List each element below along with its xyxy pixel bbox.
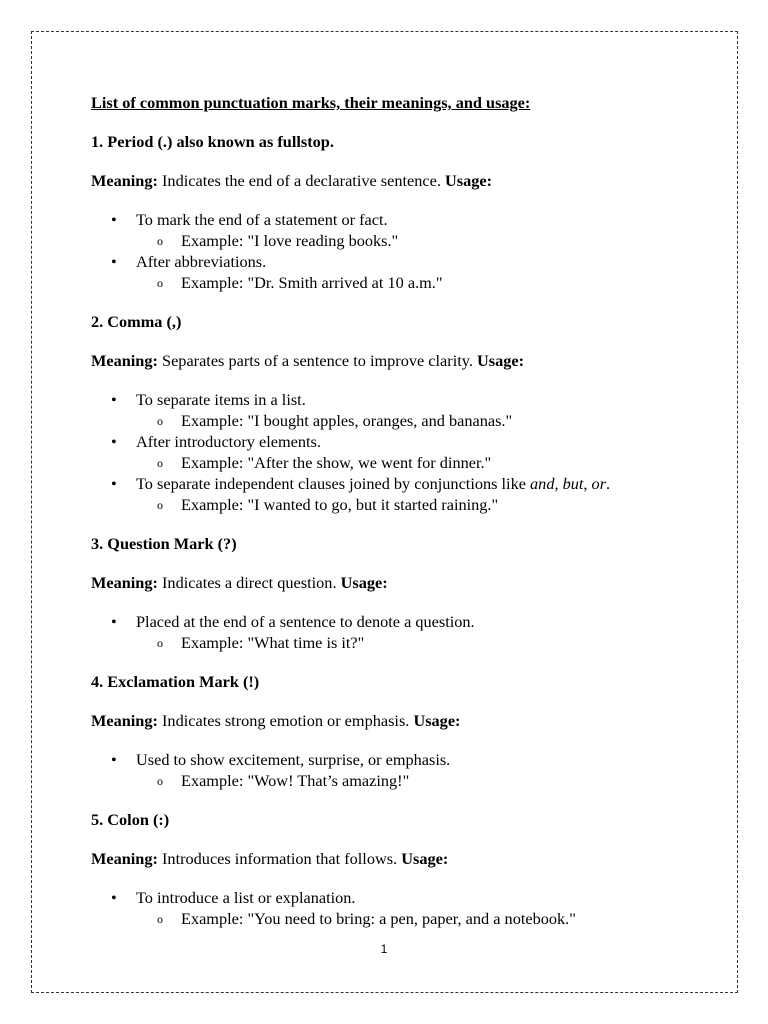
usage-list-colon [91, 887, 711, 929]
conjunction-but: but [562, 474, 584, 493]
usage-item [91, 611, 711, 653]
meaning-label: Meaning: [91, 573, 158, 592]
usage-item [91, 251, 711, 293]
page-number: 1 [380, 942, 388, 956]
document-title: List of common punctuation marks, their meanings, and usage: [91, 93, 531, 112]
example-list [136, 272, 711, 293]
document-body [91, 92, 711, 929]
conjunction-or: or [591, 474, 607, 493]
section-heading-comma: 2. Comma (,) [91, 312, 182, 331]
sentence-end: . [606, 474, 611, 493]
example-item: o Example: "I love reading books." [136, 230, 711, 251]
usage-list-question-mark [91, 611, 711, 653]
example-list [136, 452, 711, 473]
usage-label: Usage: [340, 573, 388, 592]
section-heading-period: 1. Period (.) also known as fullstop. [91, 132, 334, 151]
usage-list-comma [91, 389, 711, 515]
usage-label: Usage: [413, 711, 461, 730]
example-item: o Example: "You need to bring: a pen, paper, and a notebook." [136, 908, 711, 929]
meaning-label: Meaning: [91, 849, 158, 868]
usage-item [91, 209, 711, 251]
example-list [136, 230, 711, 251]
usage-text: To mark the end of a statement or fact. [136, 210, 388, 229]
usage-list-exclamation-mark [91, 749, 711, 791]
usage-item [91, 389, 711, 431]
section-heading-question-mark: 3. Question Mark (?) [91, 534, 237, 553]
meaning-line-question-mark [91, 572, 711, 593]
usage-text: Used to show excitement, surprise, or emphasis. [136, 750, 451, 769]
example-item: o Example: "Dr. Smith arrived at 10 a.m." [136, 272, 711, 293]
meaning-line-comma [91, 350, 711, 371]
usage-item [91, 887, 711, 929]
meaning-text: Indicates strong emotion or emphasis. [162, 711, 410, 730]
example-item: o Example: "I wanted to go, but it started raining." [136, 494, 711, 515]
usage-label: Usage: [445, 171, 493, 190]
conjunction-and: and [530, 474, 555, 493]
section-heading-colon: 5. Colon (:) [91, 810, 170, 829]
usage-text: After introductory elements. [136, 432, 321, 451]
example-list [136, 632, 711, 653]
meaning-label: Meaning: [91, 171, 158, 190]
usage-item [91, 431, 711, 473]
meaning-text: Indicates a direct question. [162, 573, 337, 592]
meaning-text: Introduces information that follows. [162, 849, 398, 868]
meaning-line-exclamation-mark [91, 710, 711, 731]
separator: , [583, 474, 592, 493]
meaning-line-colon [91, 848, 711, 869]
example-list [136, 770, 711, 791]
meaning-label: Meaning: [91, 351, 158, 370]
example-item: o Example: "I bought apples, oranges, and bananas." [136, 410, 711, 431]
example-list [136, 494, 711, 515]
usage-text: To separate independent clauses joined by conjunctions like [136, 474, 531, 493]
usage-text: Placed at the end of a sentence to denote a question. [136, 612, 475, 631]
usage-item [91, 749, 711, 791]
usage-label: Usage: [476, 351, 525, 370]
usage-item [91, 473, 711, 515]
meaning-line-period [91, 170, 711, 191]
example-list [136, 410, 711, 431]
meaning-text: Separates parts of a sentence to improve clarity. [162, 351, 473, 370]
example-item: o Example: "Wow! That’s amazing!" [136, 770, 711, 791]
usage-text: To introduce a list or explanation. [136, 888, 356, 907]
usage-label: Usage: [401, 849, 449, 868]
example-item: o Example: "After the show, we went for dinner." [136, 452, 711, 473]
meaning-text: Indicates the end of a declarative sentence. [162, 171, 441, 190]
usage-list-period [91, 209, 711, 293]
usage-text: After abbreviations. [136, 252, 267, 271]
example-list [136, 908, 711, 929]
example-item: o Example: "What time is it?" [136, 632, 711, 653]
separator: , [554, 474, 563, 493]
section-heading-exclamation-mark: 4. Exclamation Mark (!) [91, 672, 260, 691]
meaning-label: Meaning: [91, 711, 158, 730]
usage-text: To separate items in a list. [136, 390, 306, 409]
